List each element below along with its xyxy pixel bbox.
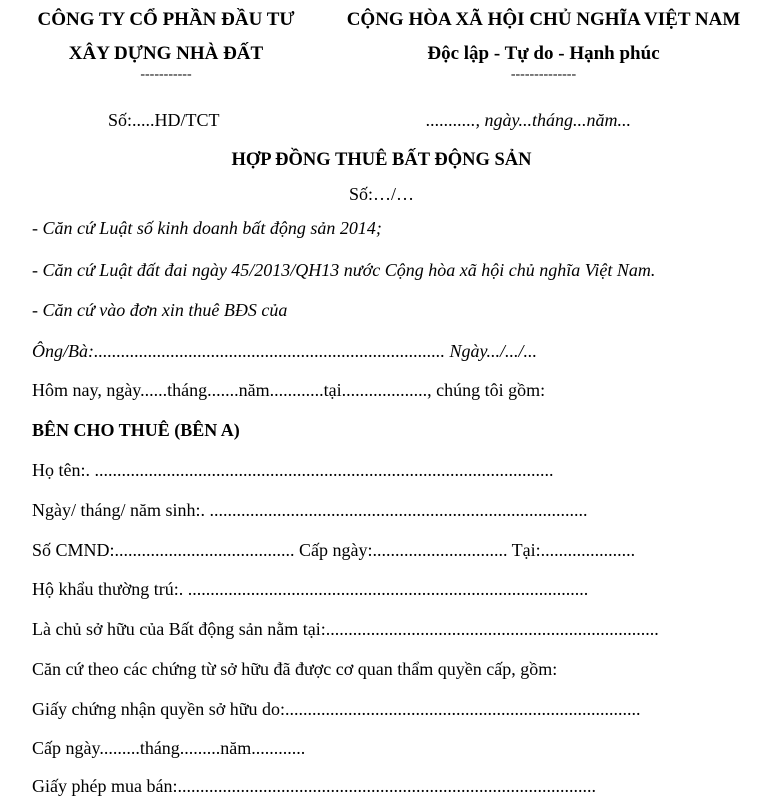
basis-line-1: - Căn cứ Luật số kinh doanh bất động sản 2014; (32, 218, 382, 238)
place-date-line: ..........., ngày...tháng...năm... (426, 110, 631, 130)
national-separator: -------------- (510, 67, 577, 82)
party-a-id-field: Số CMND:........................................ Cấp ngày:.............................. Tại:..................... (32, 540, 636, 560)
company-name-line1: CÔNG TY CỔ PHẦN ĐẦU TƯ (37, 9, 295, 30)
party-a-issue-date-field: Cấp ngày.........tháng.........năm............ (32, 738, 306, 758)
national-title: CỘNG HÒA XÃ HỘI CHỦ NGHĨA VIỆT NAM (346, 9, 741, 30)
national-motto: Độc lập - Tự do - Hạnh phúc (427, 43, 660, 64)
company-name-line2: XÂY DỰNG NHÀ ĐẤT (68, 43, 264, 64)
party-a-certificate-field: Giấy chứng nhận quyền sở hữu do:............................................................................... (32, 699, 641, 719)
today-line: Hôm nay, ngày......tháng.......năm............tại..................., chúng tôi gồm: (32, 380, 546, 400)
party-a-heading: BÊN CHO THUÊ (BÊN A) (32, 420, 240, 440)
company-separator: ----------- (140, 67, 192, 82)
basis-line-2: - Căn cứ Luật đất đai ngày 45/2013/QH13 nước Cộng hòa xã hội chủ nghĩa Việt Nam. (32, 260, 656, 280)
page-title: HỢP ĐỒNG THUÊ BẤT ĐỘNG SẢN (231, 150, 532, 170)
party-a-sale-permit-field: Giấy phép mua bán:............................................................................................. (32, 776, 596, 796)
party-a-property-field: Là chủ sở hữu của Bất động sản nằm tại:.......................................................................... (32, 619, 659, 639)
party-a-name-field: Họ tên:. ...................................................................................................... (32, 460, 554, 480)
contract-ref-number: Số:.....HD/TCT (108, 110, 220, 130)
party-a-documents-line: Căn cứ theo các chứng từ sở hữu đã được cơ quan thẩm quyền cấp, gồm: (32, 659, 558, 679)
basis-line-3: - Căn cứ vào đơn xin thuê BĐS của (32, 300, 288, 320)
contract-number: Số:…/… (348, 184, 414, 204)
applicant-line: Ông/Bà:.............................................................................. Ngày.../.../... (32, 341, 537, 361)
party-a-residence-field: Hộ khẩu thường trú:. ......................................................................................... (32, 579, 589, 599)
party-a-dob-field: Ngày/ tháng/ năm sinh:. .................................................................................... (32, 500, 588, 520)
